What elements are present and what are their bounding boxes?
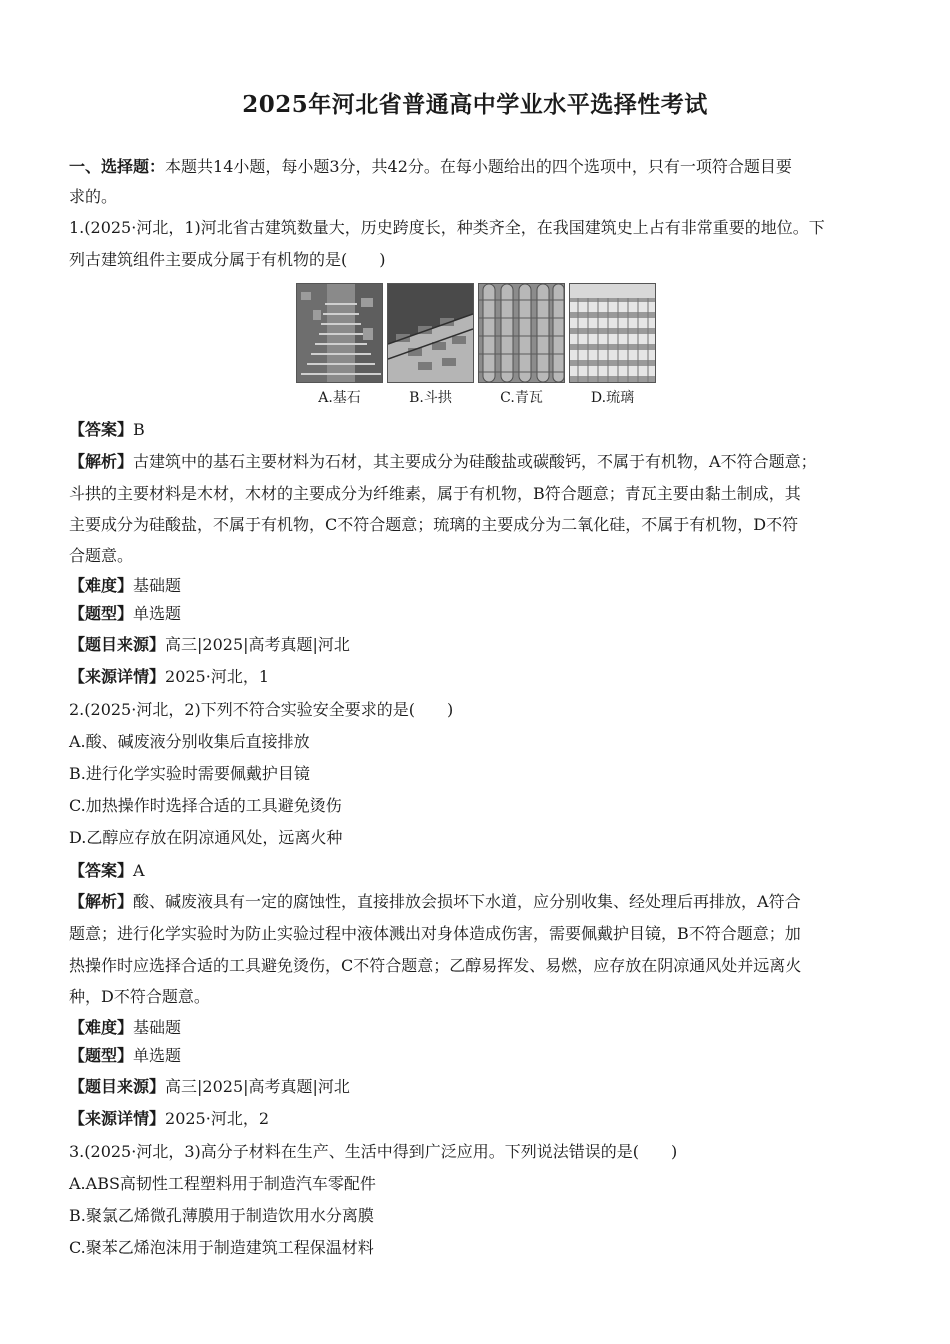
- source-detail-label: 【来源详情】: [69, 667, 166, 686]
- stone-steps-photo: [296, 283, 383, 383]
- section-heading: 一、选择题：: [69, 157, 166, 176]
- q3-option-a: A.ABS高韧性工程塑料用于制造汽车零配件: [69, 1174, 376, 1193]
- type-label: 【题型】: [69, 604, 134, 623]
- caption-c: C.青瓦: [500, 390, 543, 406]
- q2-answer: [69, 855, 884, 887]
- q3-option-b: B.聚氯乙烯微孔薄膜用于制造饮用水分离膜: [69, 1206, 374, 1225]
- answer-label: 【答案】: [69, 861, 134, 880]
- q1-analysis-line-4: 合题意。: [69, 546, 134, 565]
- source-label: 【题目来源】: [69, 1077, 166, 1096]
- analysis-label: 【解析】: [69, 452, 134, 471]
- q1-analysis-line-3: 主要成分为硅酸盐，不属于有机物，C不符合题意；琉璃的主要成分为二氧化硅，不属于有机物，D不符: [69, 515, 799, 534]
- q2-type: [69, 1040, 884, 1072]
- q1-difficulty-value: 基础题: [133, 576, 182, 595]
- q2-analysis-line-3: 热操作时应选择合适的工具避免烫伤，C不符合题意；乙醇易挥发、易燃，应存放在阴凉通风处并远离火: [69, 956, 802, 975]
- q1-stem-line-2: 列古建筑组件主要成分属于有机物的是( ): [69, 250, 386, 269]
- section-intro-text: 本题共14小题，每小题3分，共42分。在每小题给出的四个选项中，只有一项符合题目要: [165, 157, 792, 176]
- q2-option-c: C.加热操作时选择合适的工具避免烫伤: [69, 796, 342, 815]
- q2-analysis-line-2: 题意；进行化学实验时为防止实验过程中液体溅出对身体造成伤害，需要佩戴护目镜，B不符合题意；加: [69, 924, 801, 943]
- q1-source-detail: [69, 661, 884, 693]
- section-intro-line-2: 求的。: [69, 187, 118, 206]
- dougong-bracket-photo: [387, 283, 474, 383]
- q1-answer-value: B: [133, 420, 145, 439]
- source-label: 【题目来源】: [69, 635, 166, 654]
- q1-source: [69, 629, 884, 661]
- difficulty-label: 【难度】: [69, 576, 134, 595]
- q2-analysis-line-4: 种，D不符合题意。: [69, 987, 210, 1006]
- q2-analysis-text-1: 酸、碱废液具有一定的腐蚀性，直接排放会损坏下水道，应分别收集、经处理后再排放，A符合: [133, 892, 801, 911]
- q1-analysis-line-1: [69, 446, 884, 478]
- q2-type-value: 单选题: [133, 1046, 182, 1065]
- q1-stem-line-1: 1.(2025·河北，1)河北省古建筑数量大，历史跨度长，种类齐全，在我国建筑史上占有非常重要的地位。下: [69, 218, 825, 237]
- difficulty-label: 【难度】: [69, 1018, 134, 1037]
- q3-stem: 3.(2025·河北，3)高分子材料在生产、生活中得到广泛应用。下列说法错误的是( ): [69, 1142, 678, 1161]
- q2-option-a: A.酸、碱废液分别收集后直接排放: [69, 732, 310, 751]
- q3-option-c: C.聚苯乙烯泡沫用于制造建筑工程保温材料: [69, 1238, 374, 1257]
- q2-answer-value: A: [133, 861, 145, 880]
- answer-label: 【答案】: [69, 420, 134, 439]
- q2-option-b: B.进行化学实验时需要佩戴护目镜: [69, 764, 310, 783]
- q1-source-detail-value: 2025·河北，1: [165, 667, 270, 686]
- caption-d: D.琉璃: [590, 390, 635, 406]
- section-intro-line-1: [69, 151, 884, 183]
- q1-figure: [296, 283, 656, 406]
- q2-source-detail: [69, 1103, 884, 1135]
- analysis-label: 【解析】: [69, 892, 134, 911]
- q2-source-detail-value: 2025·河北，2: [165, 1109, 270, 1128]
- q1-type-value: 单选题: [133, 604, 182, 623]
- source-detail-label: 【来源详情】: [69, 1109, 166, 1128]
- q2-stem: 2.(2025·河北，2)下列不符合实验安全要求的是( ): [69, 700, 454, 719]
- q2-difficulty-value: 基础题: [133, 1018, 182, 1037]
- q2-source-value: 高三|2025|高考真题|河北: [165, 1077, 350, 1096]
- q1-type: [69, 598, 884, 630]
- q2-option-d: D.乙醇应存放在阴凉通风处，远离火种: [69, 828, 343, 847]
- q2-source: [69, 1071, 884, 1103]
- q1-source-value: 高三|2025|高考真题|河北: [165, 635, 350, 654]
- caption-a: A.基石: [318, 390, 361, 406]
- q1-analysis-line-2: 斗拱的主要材料是木材，木材的主要成分为纤维素，属于有机物，B符合题意；青瓦主要由黏土制成，其: [69, 484, 801, 503]
- exam-title: 2025年河北省普通高中学业水平选择性考试: [242, 91, 708, 118]
- q1-answer: [69, 414, 884, 446]
- q1-analysis-text-1: 古建筑中的基石主要材料为石材，其主要成分为硅酸盐或碳酸钙，不属于有机物，A不符合题意；: [133, 452, 817, 471]
- type-label: 【题型】: [69, 1046, 134, 1065]
- q2-analysis-line-1: [69, 886, 884, 918]
- glazed-tile-roof-photo: [569, 283, 656, 383]
- green-tile-roof-photo: [478, 283, 565, 383]
- caption-b: B.斗拱: [409, 390, 452, 406]
